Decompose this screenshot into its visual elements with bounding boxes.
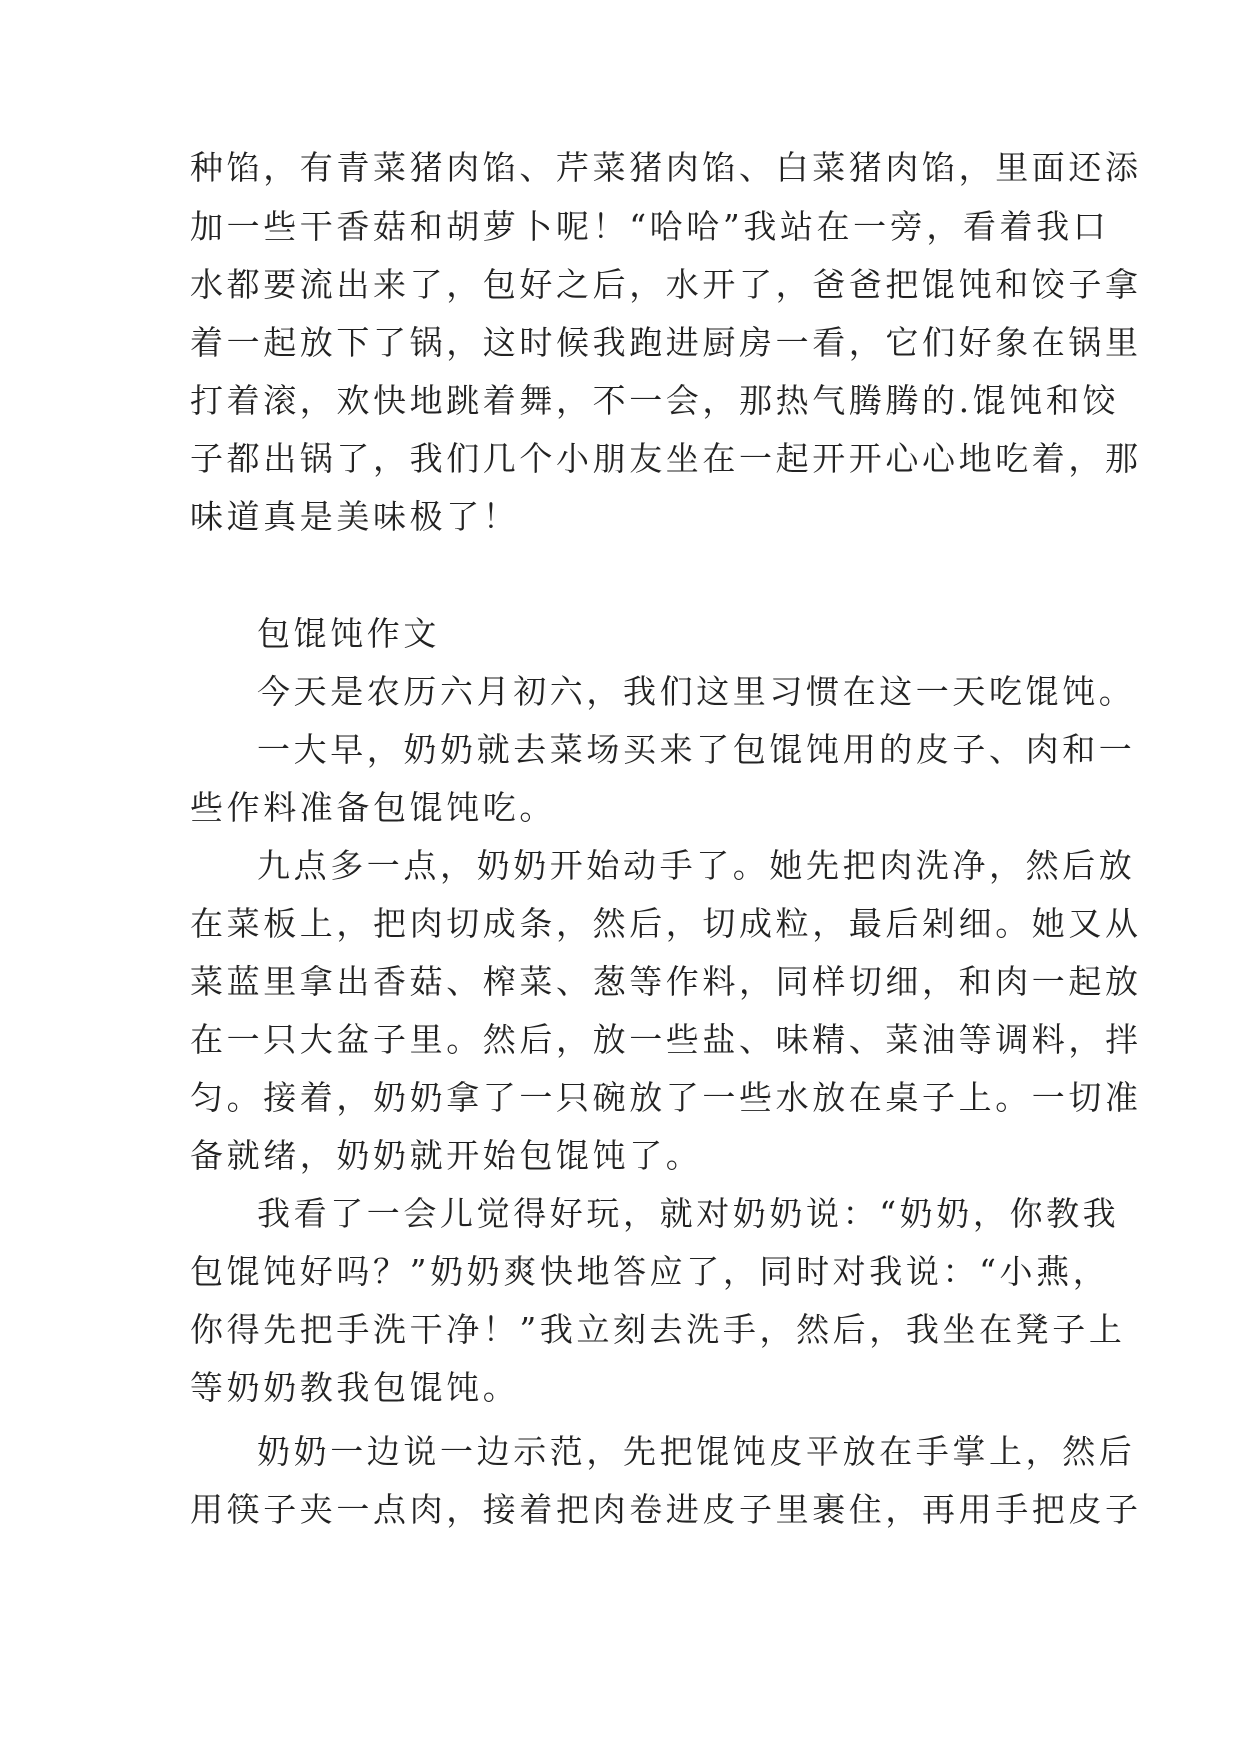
text-line: 加一些干香菇和胡萝卜呢！“哈哈”我站在一旁，看着我口 bbox=[190, 207, 1110, 246]
paragraph-line: 用筷子夹一点肉，接着把肉卷进皮子里裹住，再用手把皮子 bbox=[190, 1490, 1142, 1529]
paragraph-line: 你得先把手洗干净！”我立刻去洗手，然后，我坐在凳子上 bbox=[190, 1310, 1126, 1349]
paragraph-line: 在菜板上，把肉切成条，然后，切成粒，最后剁细。她又从 bbox=[190, 904, 1142, 943]
text-line: 种馅，有青菜猪肉馅、芹菜猪肉馅、白菜猪肉馅，里面还添 bbox=[190, 148, 1142, 187]
text-line: 着一起放下了锅，这时候我跑进厨房一看，它们好象在锅里 bbox=[190, 323, 1142, 362]
text-line: 味道真是美味极了！ bbox=[190, 497, 520, 536]
text-line: 子都出锅了，我们几个小朋友坐在一起开开心心地吃着，那 bbox=[190, 439, 1142, 478]
paragraph-line: 菜蓝里拿出香菇、榨菜、葱等作料，同样切细，和肉一起放 bbox=[190, 962, 1142, 1001]
paragraph-line: 些作料准备包馄饨吃。 bbox=[190, 788, 556, 827]
essay-title: 包馄饨作文 bbox=[257, 614, 440, 653]
paragraph-line: 奶奶一边说一边示范，先把馄饨皮平放在手掌上，然后 bbox=[257, 1432, 1136, 1471]
paragraph-line: 等奶奶教我包馄饨。 bbox=[190, 1368, 520, 1407]
paragraph-line: 备就绪，奶奶就开始包馄饨了。 bbox=[190, 1136, 703, 1175]
paragraph-line: 一大早，奶奶就去菜场买来了包馄饨用的皮子、肉和一 bbox=[257, 730, 1136, 769]
paragraph-line: 九点多一点，奶奶开始动手了。她先把肉洗净，然后放 bbox=[257, 846, 1136, 885]
paragraph-line: 包馄饨好吗？”奶奶爽快地答应了，同时对我说：“小燕， bbox=[190, 1252, 1110, 1291]
text-line: 打着滚，欢快地跳着舞，不一会，那热气腾腾的.馄饨和饺 bbox=[190, 381, 1120, 420]
paragraph-line: 我看了一会儿觉得好玩，就对奶奶说：“奶奶，你教我 bbox=[257, 1194, 1120, 1233]
paragraph-line: 今天是农历六月初六，我们这里习惯在这一天吃馄饨。 bbox=[257, 672, 1136, 711]
text-line: 水都要流出来了，包好之后，水开了，爸爸把馄饨和饺子拿 bbox=[190, 265, 1142, 304]
paragraph-line: 匀。接着，奶奶拿了一只碗放了一些水放在桌子上。一切准 bbox=[190, 1078, 1142, 1117]
paragraph-line: 在一只大盆子里。然后，放一些盐、味精、菜油等调料，拌 bbox=[190, 1020, 1142, 1059]
